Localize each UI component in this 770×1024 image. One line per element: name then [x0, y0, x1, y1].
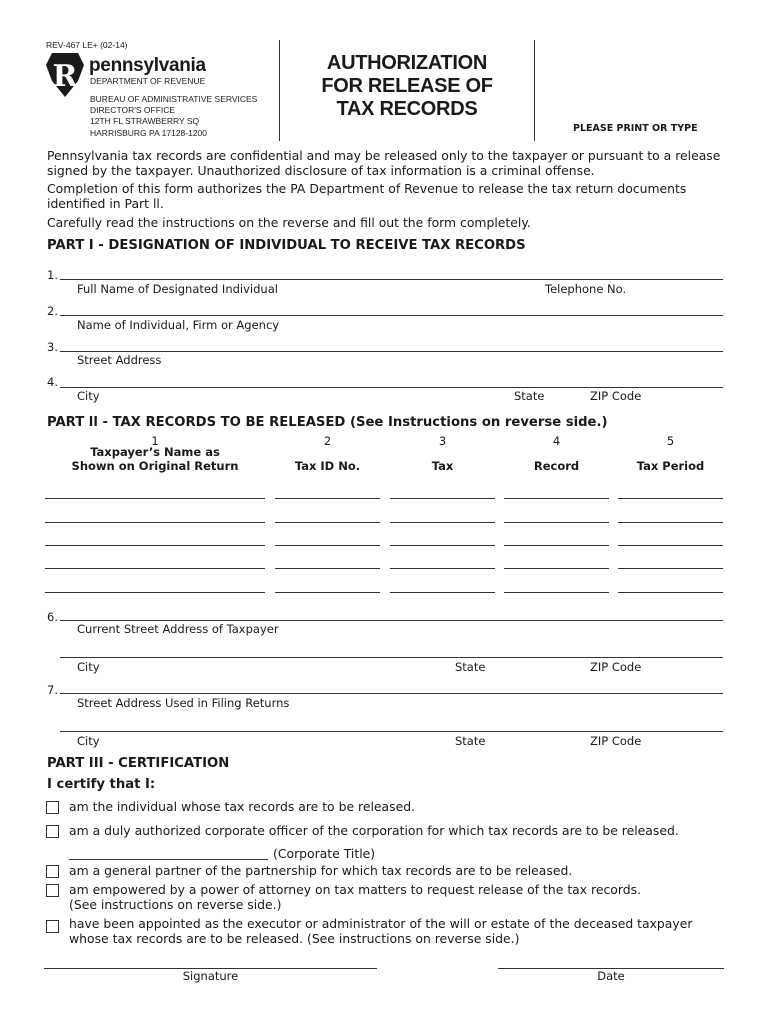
record-row-5-period[interactable]: [618, 592, 723, 593]
option-general-partner-label: am a general partner of the partnership for which tax records are to be released.: [69, 863, 573, 878]
line7-number: 7.: [47, 683, 58, 697]
title-line-3: TAX RECORDS: [336, 98, 478, 120]
designated-name-label: Full Name of Designated Individual: [77, 282, 278, 296]
part3-heading: PART III - CERTIFICATION: [47, 756, 230, 771]
record-row-1-record[interactable]: [504, 498, 609, 499]
record-row-4-name[interactable]: [45, 568, 265, 569]
option-executor-label: have been appointed as the executor or administrator of the will or estate of the deceased taxpayer: [69, 916, 693, 931]
line7-state-label: State: [455, 734, 486, 748]
part1-heading: PART I - DESIGNATION OF INDIVIDUAL TO RECEIVE TAX RECORDS: [47, 238, 526, 253]
city-state-zip-field[interactable]: [60, 387, 723, 388]
title-line-2: FOR RELEASE OF: [321, 75, 493, 97]
certify-statement: I certify that I:: [47, 777, 156, 792]
col5-number: 5: [666, 434, 675, 448]
city-label: City: [77, 389, 100, 403]
line6-state-label: State: [455, 660, 486, 674]
option-general-partner-checkbox[interactable]: [46, 865, 59, 878]
date-label: Date: [597, 969, 625, 983]
address-line-2: DIRECTOR'S OFFICE: [90, 105, 176, 115]
record-row-1-period[interactable]: [618, 498, 723, 499]
address-line-3: 12TH FL STRAWBERRY SQ: [90, 116, 200, 126]
taxpayer-current-address-label: Current Street Address of Taxpayer: [77, 622, 279, 636]
option-executor-checkbox[interactable]: [46, 920, 59, 933]
record-row-3-period[interactable]: [618, 545, 723, 546]
col1-header-line2: Shown on Original Return: [71, 459, 239, 473]
option-individual-label: am the individual whose tax records are to be released.: [69, 799, 415, 814]
col1-header: [45, 445, 265, 473]
record-row-4-record[interactable]: [504, 568, 609, 569]
agency-name: pennsylvania: [89, 55, 206, 76]
line3-number: 3.: [47, 340, 58, 354]
line7-city-label: City: [77, 734, 100, 748]
street-address-field[interactable]: [60, 351, 723, 352]
title-line-1: AUTHORIZATION: [326, 52, 488, 74]
street-address-label: Street Address: [77, 353, 162, 367]
department-name: DEPARTMENT OF REVENUE: [90, 76, 206, 86]
intro-paragraph-2: Completion of this form authorizes the PA Department of Revenue to release the tax return documents identified in Part ll.: [47, 181, 687, 211]
telephone-label: Telephone No.: [545, 282, 627, 296]
zip-label: ZIP Code: [590, 389, 642, 403]
record-row-5-name[interactable]: [45, 592, 265, 593]
form-title: [280, 52, 534, 121]
firm-name-field[interactable]: [60, 315, 723, 316]
col4-number: 4: [552, 434, 561, 448]
col3-header: Tax: [431, 459, 454, 473]
header-divider-right: [534, 40, 535, 141]
option-corporate-officer-checkbox[interactable]: [46, 825, 59, 838]
col2-number: 2: [323, 434, 332, 448]
col3-number: 3: [438, 434, 447, 448]
filing-address-label: Street Address Used in Filing Returns: [77, 696, 290, 710]
option-corporate-officer-label: am a duly authorized corporate officer of the corporation for which tax records are to be released.: [69, 823, 679, 838]
line6-number: 6.: [47, 610, 58, 624]
record-row-5-tax[interactable]: [390, 592, 495, 593]
intro-paragraph-3: Carefully read the instructions on the reverse and fill out the form completely.: [47, 215, 531, 230]
option-individual-checkbox[interactable]: [46, 801, 59, 814]
form-code: REV-467 LE+ (02-14): [46, 40, 128, 50]
intro-paragraph-1: Pennsylvania tax records are confidential and may be released only to the taxpayer or pursuant to a release signed by the taxpayer. Unauthorized disclosure of tax information is a criminal offense.: [47, 148, 721, 178]
filing-address-field[interactable]: [60, 693, 723, 694]
option-power-of-attorney-note: (See instructions on reverse side.): [69, 897, 282, 912]
filing-city-field[interactable]: [60, 731, 723, 732]
state-label: State: [514, 389, 545, 403]
record-row-1-name[interactable]: [45, 498, 265, 499]
option-executor-note: whose tax records are to be released. (See instructions on reverse side.): [69, 931, 520, 946]
record-row-2-record[interactable]: [504, 522, 609, 523]
address-line-1: BUREAU OF ADMINISTRATIVE SERVICES: [90, 94, 258, 104]
record-row-5-record[interactable]: [504, 592, 609, 593]
record-row-2-name[interactable]: [45, 522, 265, 523]
print-note: PLEASE PRINT OR TYPE: [573, 123, 698, 134]
col1-number: 1: [151, 434, 159, 448]
line1-number: 1.: [47, 268, 58, 282]
col2-header: Tax ID No.: [294, 459, 361, 473]
record-row-4-taxid[interactable]: [275, 568, 380, 569]
col1-header-line1: Taxpayer’s Name as: [90, 445, 220, 459]
designated-name-field[interactable]: [60, 279, 723, 280]
record-row-4-period[interactable]: [618, 568, 723, 569]
option-power-of-attorney-checkbox[interactable]: [46, 884, 59, 897]
record-row-2-taxid[interactable]: [275, 522, 380, 523]
col4-header: Record: [533, 459, 580, 473]
option-power-of-attorney-label: am empowered by a power of attorney on tax matters to request release of the tax records.: [69, 882, 642, 897]
taxpayer-current-city-field[interactable]: [60, 657, 723, 658]
record-row-4-tax[interactable]: [390, 568, 495, 569]
record-row-1-taxid[interactable]: [275, 498, 380, 499]
record-row-3-taxid[interactable]: [275, 545, 380, 546]
line6-zip-label: ZIP Code: [590, 660, 642, 674]
record-row-5-taxid[interactable]: [275, 592, 380, 593]
line6-city-label: City: [77, 660, 100, 674]
keystone-logo-icon: [44, 51, 86, 99]
record-row-3-tax[interactable]: [390, 545, 495, 546]
address-line-4: HARRISBURG PA 17128-1200: [90, 128, 208, 138]
logo-letter: R: [52, 59, 78, 94]
corporate-title-field[interactable]: [69, 859, 268, 860]
signature-label: Signature: [182, 969, 239, 983]
line4-number: 4.: [47, 375, 58, 389]
record-row-1-tax[interactable]: [390, 498, 495, 499]
part2-heading: PART ll - TAX RECORDS TO BE RELEASED (See Instructions on reverse side.): [47, 415, 608, 430]
line7-zip-label: ZIP Code: [590, 734, 642, 748]
record-row-2-period[interactable]: [618, 522, 723, 523]
line2-number: 2.: [47, 304, 58, 318]
record-row-2-tax[interactable]: [390, 522, 495, 523]
record-row-3-record[interactable]: [504, 545, 609, 546]
corporate-title-label: (Corporate Title): [273, 846, 376, 861]
record-row-3-name[interactable]: [45, 545, 265, 546]
firm-name-label: Name of Individual, Firm or Agency: [77, 318, 280, 332]
taxpayer-current-address-field[interactable]: [60, 620, 723, 621]
col5-header: Tax Period: [636, 459, 705, 473]
